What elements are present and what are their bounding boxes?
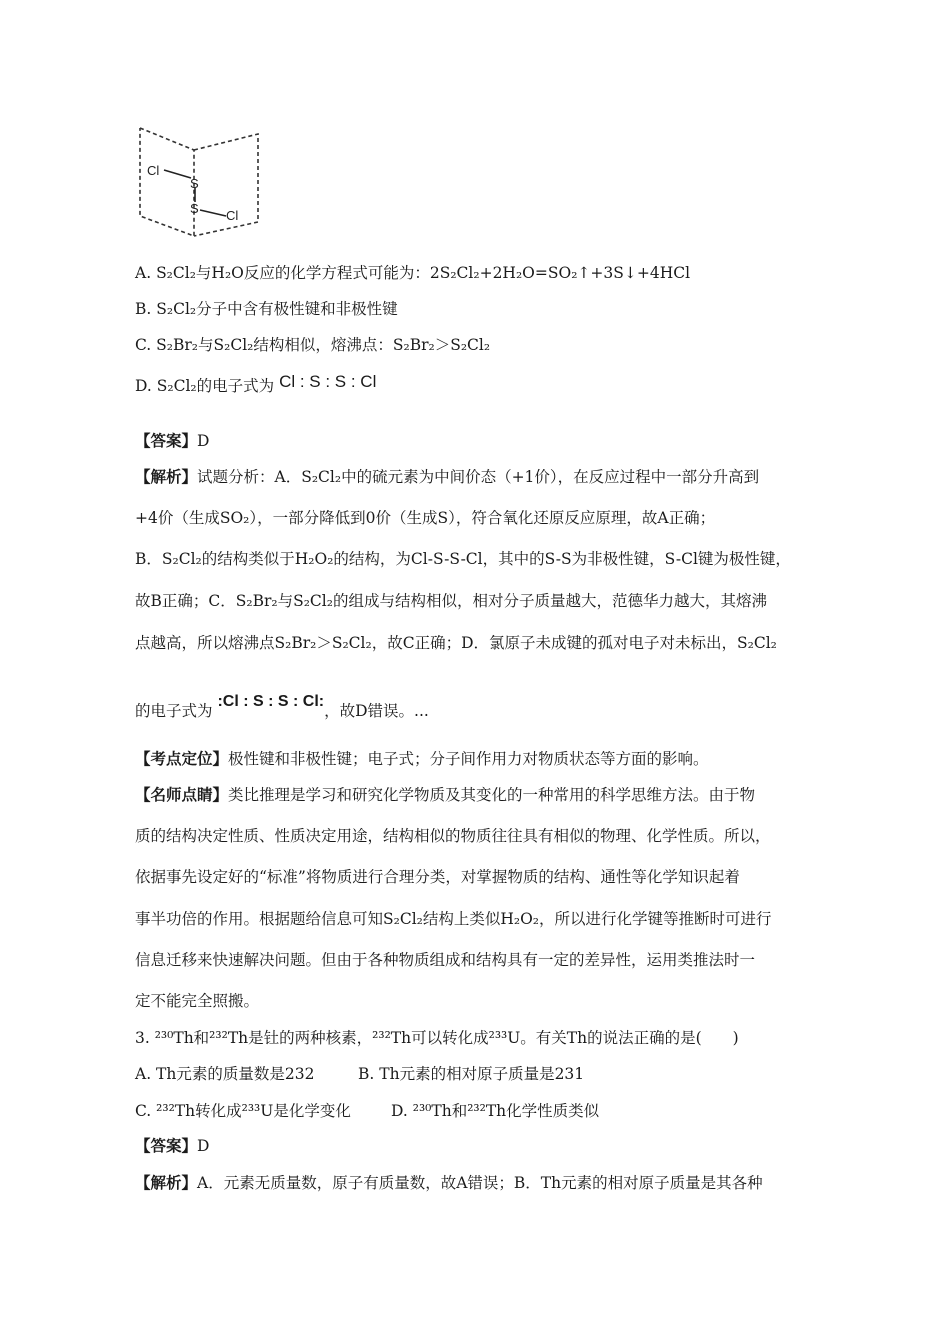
option-text: S₂Cl₂分子中含有极性键和非极性键 bbox=[156, 300, 398, 318]
option-letter: C. bbox=[135, 336, 152, 354]
mingshi-text: 类比推理是学习和研究化学物质及其变化的一种常用的科学思维方法。由于物 bbox=[228, 786, 756, 804]
analysis-line-3: B．S₂Cl₂的结构类似于H₂O₂的结构，为Cl-S-S-Cl，其中的S-S为非极性键，S-Cl键为极性键， bbox=[135, 550, 791, 568]
analysis-line-1 bbox=[135, 465, 759, 487]
option-text: S₂Cl₂与H₂O反应的化学方程式可能为：2S₂Cl₂+2H₂O=SO₂↑+3S↓+4HCl bbox=[156, 264, 691, 282]
q3-stem: 3. ²³⁰Th和²³²Th是钍的两种核素，²³²Th可以转化成²³³U。有关Th的说法正确的是( ) bbox=[135, 1029, 739, 1047]
option-letter: B. bbox=[135, 300, 152, 318]
option-letter: A. bbox=[135, 264, 152, 282]
analysis-line-6 bbox=[135, 693, 429, 721]
structure-drawing bbox=[134, 124, 264, 242]
option-text: S₂Cl₂的电子式为 bbox=[156, 377, 275, 395]
analysis-line-5: 点越高，所以熔沸点S₂Br₂＞S₂Cl₂，故C正确；D．氯原子未成键的孤对电子对未标出，S₂Cl₂ bbox=[135, 634, 777, 652]
lewis-structure-d: Cl : S : S : Cl bbox=[279, 372, 377, 391]
mingshi-line-2: 质的结构决定性质、性质决定用途，结构相似的物质往往具有相似的物理、化学性质。所以， bbox=[135, 827, 771, 845]
option-letter: D. bbox=[135, 377, 152, 395]
option-c bbox=[135, 333, 490, 355]
q3-option-d: D. ²³⁰Th和²³²Th化学性质类似 bbox=[391, 1102, 600, 1120]
atom-cl-bottom: Cl bbox=[226, 208, 239, 223]
atom-s-lower: S bbox=[190, 201, 199, 216]
lewis-structure-correct: :Cl : S : S : Cl: bbox=[217, 693, 325, 710]
kaodian-tag: 【考点定位】 bbox=[135, 749, 229, 768]
q3-option-a: A. Th元素的质量数是232 bbox=[135, 1065, 315, 1083]
q3-analysis-line bbox=[135, 1171, 763, 1193]
answer-line-q3 bbox=[135, 1134, 209, 1156]
analysis-text: A．元素无质量数，原子有质量数，故A错误；B．Th元素的相对原子质量是其各种 bbox=[197, 1174, 763, 1192]
analysis-tag: 【解析】 bbox=[135, 1173, 198, 1192]
mingshi-line-6: 定不能完全照搬。 bbox=[135, 992, 260, 1010]
answer-line-q2 bbox=[135, 429, 209, 451]
kaodian-line bbox=[135, 747, 709, 769]
s2cl2-structure-figure bbox=[134, 124, 264, 242]
option-d bbox=[135, 374, 376, 398]
analysis-text: 的电子式为 bbox=[135, 702, 213, 720]
atom-s-upper: S bbox=[190, 176, 199, 191]
answer-value: D bbox=[197, 432, 210, 450]
option-b bbox=[135, 297, 398, 319]
mingshi-tag: 【名师点睛】 bbox=[135, 785, 229, 804]
kaodian-text: 极性键和非极性键；电子式；分子间作用力对物质状态等方面的影响。 bbox=[228, 750, 709, 768]
mingshi-line-5: 信息迁移来快速解决问题。但由于各种物质组成和结构具有一定的差异性，运用类推法时一 bbox=[135, 951, 756, 969]
analysis-tag: 【解析】 bbox=[135, 467, 198, 486]
mingshi-line-3: 依据事先设定好的“标准”将物质进行合理分类，对掌握物质的结构、通性等化学知识起着 bbox=[135, 868, 740, 886]
mingshi-line-1 bbox=[135, 783, 755, 805]
option-a bbox=[135, 261, 690, 283]
answer-value: D bbox=[197, 1137, 210, 1155]
analysis-line-4: 故B正确；C．S₂Br₂与S₂Cl₂的组成与结构相似，相对分子质量越大，范德华力越大，其熔沸 bbox=[135, 592, 767, 610]
analysis-line-2: +4价（生成SO₂），一部分降低到0价（生成S），符合氧化还原反应原理，故A正确； bbox=[135, 509, 716, 527]
q3-option-c: C. ²³²Th转化成²³³U是化学变化 bbox=[135, 1102, 351, 1120]
analysis-text: ，故D错误。... bbox=[324, 702, 429, 720]
atom-cl-top: Cl bbox=[147, 163, 160, 178]
mingshi-line-4: 事半功倍的作用。根据题给信息可知S₂Cl₂结构上类似H₂O₂，所以进行化学键等推断时可进行 bbox=[135, 910, 772, 928]
option-text: S₂Br₂与S₂Cl₂结构相似，熔沸点：S₂Br₂＞S₂Cl₂ bbox=[156, 336, 491, 354]
analysis-text: 试题分析：A．S₂Cl₂中的硫元素为中间价态（+1价），在反应过程中一部分升高到 bbox=[197, 468, 760, 486]
answer-tag: 【答案】 bbox=[135, 431, 198, 450]
q3-option-b: B. Th元素的相对原子质量是231 bbox=[358, 1065, 585, 1083]
answer-tag: 【答案】 bbox=[135, 1136, 198, 1155]
